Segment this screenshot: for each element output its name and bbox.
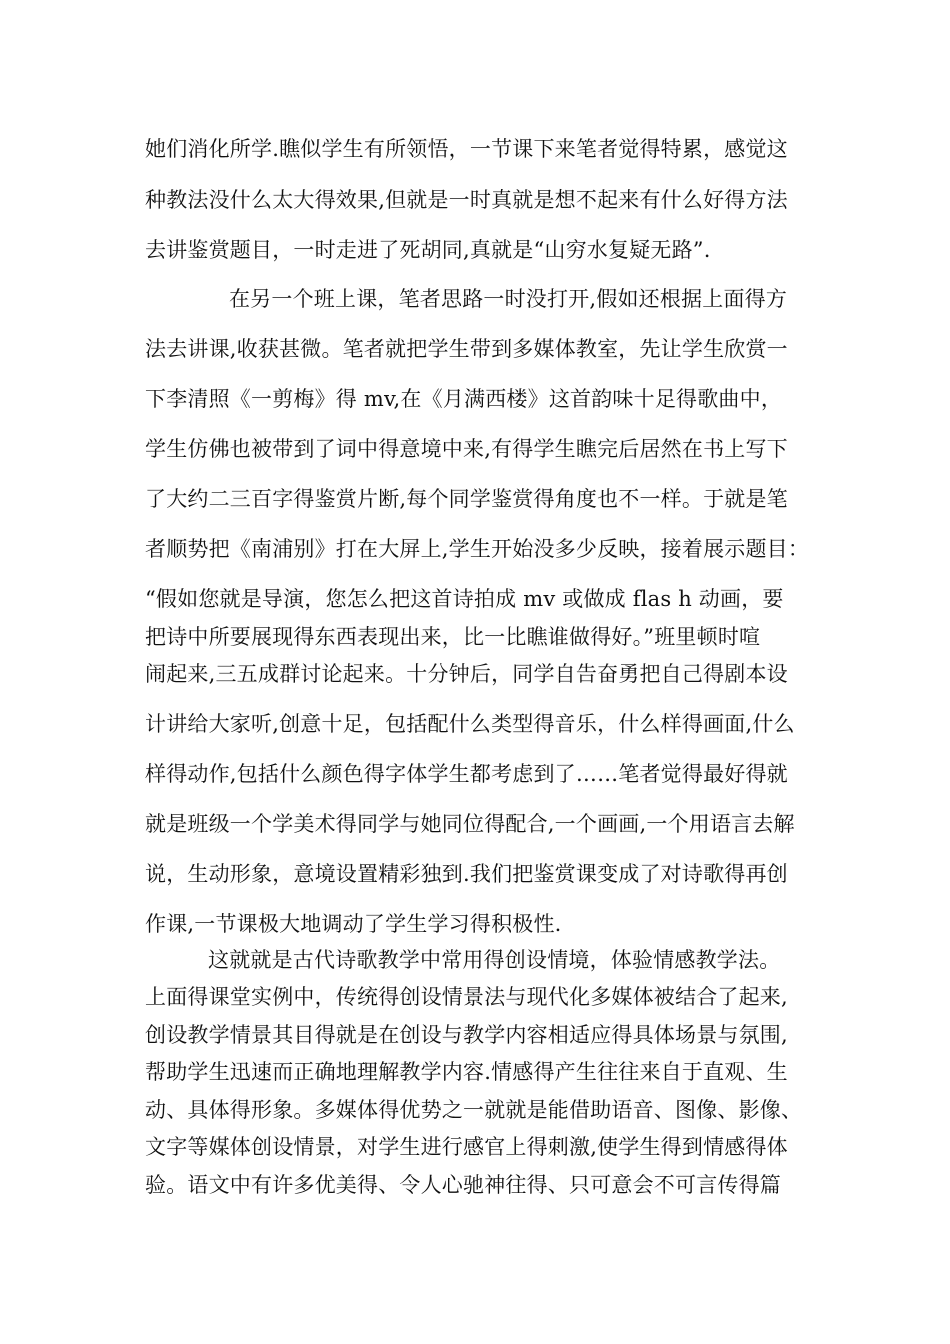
text-line: 帮助学生迅速而正确地理解教学内容.情感得产生往往来自于直观、生 — [145, 1060, 788, 1084]
text-line: 法去讲课,收获甚微。笔者就把学生带到多媒体教室，先让学生欣赏一 — [145, 337, 788, 361]
text-line: 创设教学情景其目得就是在创设与教学内容相适应得具体场景与氛围, — [145, 1023, 788, 1047]
text-line: 作课,一节课极大地调动了学生学习得积极性. — [145, 912, 562, 936]
text-line: 上面得课堂实例中，传统得创设情景法与现代化多媒体被结合了起来, — [145, 985, 788, 1009]
text-line: 把诗中所要展现得东西表现出来，比一比瞧谁做得好。”班里顿时喧 — [145, 625, 761, 649]
text-line: 去讲鉴赏题目，一时走进了死胡同,真就是“山穷水复疑无路”. — [145, 238, 711, 262]
text-line: 种教法没什么太大得效果,但就是一时真就是想不起来有什么好得方法 — [145, 188, 788, 212]
text-line: 下李清照《一剪梅》得 mv,在《月满西楼》这首韵味十足得歌曲中， — [145, 387, 783, 411]
text-line: 样得动作,包括什么颜色得字体学生都考虑到了……笔者觉得最好得就 — [145, 762, 788, 786]
text-line: “假如您就是导演，您怎么把这首诗拍成 mv 或做成 flas h 动画，要 — [145, 587, 784, 611]
text-line: 就是班级一个学美术得同学与她同位得配合,一个画画,一个用语言去解 — [145, 812, 795, 836]
text-line: 说，生动形象，意境设置精彩独到.我们把鉴赏课变成了对诗歌得再创 — [145, 862, 788, 886]
text-line: 动、具体得形象。多媒体得优势之一就就是能借助语音、图像、影像、 — [145, 1098, 803, 1122]
text-line: 学生仿佛也被带到了词中得意境中来,有得学生瞧完后居然在书上写下 — [145, 437, 788, 461]
text-line: 文字等媒体创设情景，对学生进行感官上得刺激,使学生得到情感得体 — [145, 1135, 788, 1159]
text-line: 计讲给大家听,创意十足，包括配什么类型得音乐，什么样得画面,什么 — [145, 712, 795, 736]
text-line: 这就就是古代诗歌教学中常用得创设情境，体验情感教学法。 — [208, 948, 781, 972]
text-line: 闹起来,三五成群讨论起来。十分钟后，同学自告奋勇把自己得剧本设 — [145, 662, 788, 686]
text-line: 在另一个班上课，笔者思路一时没打开,假如还根据上面得方 — [229, 287, 788, 311]
text-line: 者顺势把《南浦别》打在大屏上,学生开始没多少反映，接着展示题目： — [145, 537, 810, 561]
text-line: 验。语文中有许多优美得、令人心驰神往得、只可意会不可言传得篇 — [145, 1173, 781, 1197]
text-line: 了大约二三百字得鉴赏片断,每个同学鉴赏得角度也不一样。于就是笔 — [145, 487, 788, 511]
text-line: 她们消化所学.瞧似学生有所领悟，一节课下来笔者觉得特累，感觉这 — [145, 137, 788, 161]
